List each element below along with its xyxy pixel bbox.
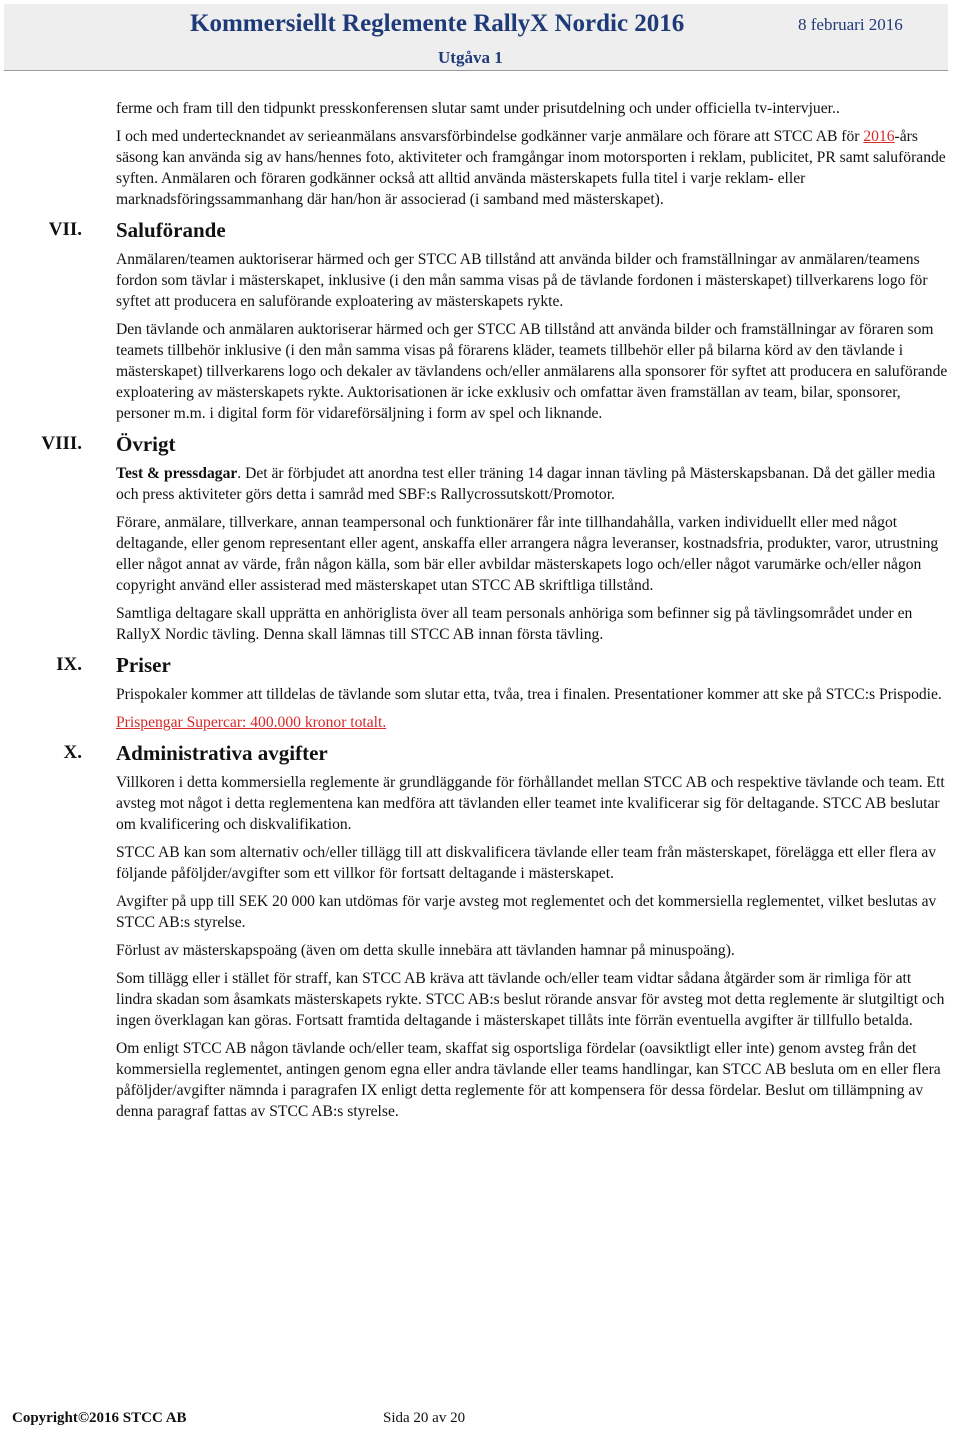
page-number: Sida 20 av 20: [383, 1410, 466, 1426]
paragraph: Avgifter på upp till SEK 20 000 kan utdömas för varje avsteg mot reglementet och det kommersiella reglementet, vilket beslutas av STCC AB:s styrelse.: [116, 893, 937, 931]
paragraph: Den tävlande och anmälaren auktoriserar härmed och ger STCC AB tillstånd att använda bilder och framställningar av föraren som teamets tillbehör inklusive (i den mån samma visas på förarens kläder, teamets tillbehör eller på bilarna körd av den tävlande i mästerskapet) tillverkarens logo och dekaler av tävlandens och/eller anmälarens alla sponsorer för syftet att producera en saluförande exploatering av mästerskapets rykte. Auktorisationen är icke exklusiv och omfattar även framställan av team, bilar, sponsorer, personer m.m. i digital form för vidareförsäljning i form av spel och liknande.: [116, 321, 948, 422]
paragraph: Förlust av mästerskapspoäng (även om detta skulle innebära att tävlanden hamnar på minuspoäng).: [116, 942, 735, 959]
paragraph: STCC AB kan som alternativ och/eller tillägg till att diskvalificera tävlande eller team från mästerskapet, förelägga ett eller flera av följande påföljder/avgifter som ett villkor för fortsatt deltagande i mästerskapet.: [116, 844, 937, 882]
paragraph: Samtliga deltagare skall upprätta en anhöriglista över all team personals anhöriga som befinner sig på tävlingsområdet under en RallyX Nordic tävling. Denna skall lämnas till STCC AB innan första tävling.: [116, 605, 913, 643]
section-number: IX.: [56, 654, 82, 675]
document-body: [41, 98, 948, 1129]
section-heading-administrativa-avgifter: [63, 740, 948, 766]
document-title: Kommersiellt Reglemente RallyX Nordic 2016: [190, 10, 685, 37]
section-number: X.: [63, 742, 82, 763]
bold-term: Test & pressdagar: [116, 465, 238, 482]
copyright-text: Copyright©2016 STCC AB: [12, 1410, 187, 1426]
section-number: VIII.: [41, 433, 82, 454]
section-title: Saluförande: [116, 218, 226, 242]
section-heading-priser: [56, 652, 948, 678]
document-date: 8 februari 2016: [798, 15, 903, 34]
paragraph: ferme och fram till den tidpunkt presskonferensen slutar samt under prisutdelning och under officiella tv-intervjuer..: [116, 100, 840, 117]
page-header: [4, 4, 948, 71]
section-heading-ovrigt: [41, 431, 948, 457]
season-year: 2016: [863, 128, 895, 145]
paragraph: Som tillägg eller i stället för straff, kan STCC AB kräva att tävlande och/eller team vidtar sådana åtgärder som är rimliga för att lindra skadan som åsamkats mästerskapets rykte. STCC AB:s beslut rörande ansvar för avsteg mot detta reglemente är slutgiltigt och ingen överklagan kan göras. Fortsatt framtida deltagande i mästerskapet tillåts inte förrän eventuella avgifter är tillfullo betalda.: [116, 970, 945, 1029]
page-footer: [12, 1410, 466, 1427]
section-title: Administrativa avgifter: [116, 741, 328, 765]
section-heading-saluforande: [48, 217, 948, 243]
text-run: -års säsong kan använda sig av hans/hennes foto, aktiviteter och framgångar inom motorsporten i reklam, publicitet, PR samt saluförande syften. Anmälaren och föraren godkänner också att alltid använda mästerskapets fulla titel i varje reklam- eller marknadsföringssammanhang där han/hon är associerad (i samband med mästerskapet).: [116, 128, 946, 208]
paragraph: Villkoren i detta kommersiella reglemente är grundläggande för förhållandet mellan STCC AB och respektive tävlande och team. Ett avsteg mot något i detta reglementena kan medföra att tävlanden eller teamet inte kvalificerar sig för deltagande. STCC AB beslutar om kvalificering och diskvalifikation.: [116, 774, 945, 833]
section-title: Priser: [116, 653, 171, 677]
paragraph: [116, 126, 948, 210]
section-title: Övrigt: [116, 432, 176, 456]
paragraph: Om enligt STCC AB någon tävlande och/eller team, skaffat sig osportsliga fördelar (oavsiktligt eller inte) genom avsteg från det kommersiella reglementet, antingen genom egna eller andra tävlande eller teams handlingar, kan STCC AB besluta om en eller flera påföljder/avgifter nämnda i paragrafen IX enligt detta reglemente för att kompensera för dessa fördelar. Beslut om tillämpning av denna paragraf fattas av STCC AB:s styrelse.: [116, 1040, 941, 1120]
text-run: . Det är förbjudet att anordna test eller träning 14 dagar innan tävling på Mästerskapsbanan. Då det gäller media och press aktiviteter görs detta i samråd med SBF:s Rallycrossutskott/Promotor.: [116, 465, 936, 503]
prize-money-text: Prispengar Supercar: 400.000 kronor totalt.: [116, 714, 387, 731]
section-number: VII.: [48, 219, 82, 240]
document-edition: Utgåva 1: [438, 48, 503, 67]
text-run: I och med undertecknandet av serieanmälans ansvarsförbindelse godkänner varje anmälare och förare att STCC AB för: [116, 128, 864, 145]
paragraph: Förare, anmälare, tillverkare, annan teampersonal och funktionärer får inte tillhandahålla, varken individuellt eller med något deltagande, eller genom representant eller agent, anskaffa eller arrangera några leveranser, kostnadsfria, produkter, varor, utrustning eller något annat av värde, från någon källa, som bär eller avbildar mästerskapets logo och/eller något varumärke och/eller någon copyright använd eller assisterad med mästerskapet utan STCC AB skriftliga tillstånd.: [116, 514, 939, 594]
paragraph: Anmälaren/teamen auktoriserar härmed och ger STCC AB tillstånd att använda bilder och framställningar av anmälaren/teamens fordon som tävlar i mästerskapet, inklusive (i den mån samma visas på de tävlande fordonen i mästerskapet) tillverkarens logo för syftet att producera en saluförande exploatering av mästerskapets rykte.: [116, 251, 928, 310]
paragraph: [116, 463, 948, 505]
paragraph: Prispokaler kommer att tilldelas de tävlande som slutar etta, tvåa, trea i finalen. Presentationer kommer att ske på STCC:s Prispodie.: [116, 686, 942, 703]
